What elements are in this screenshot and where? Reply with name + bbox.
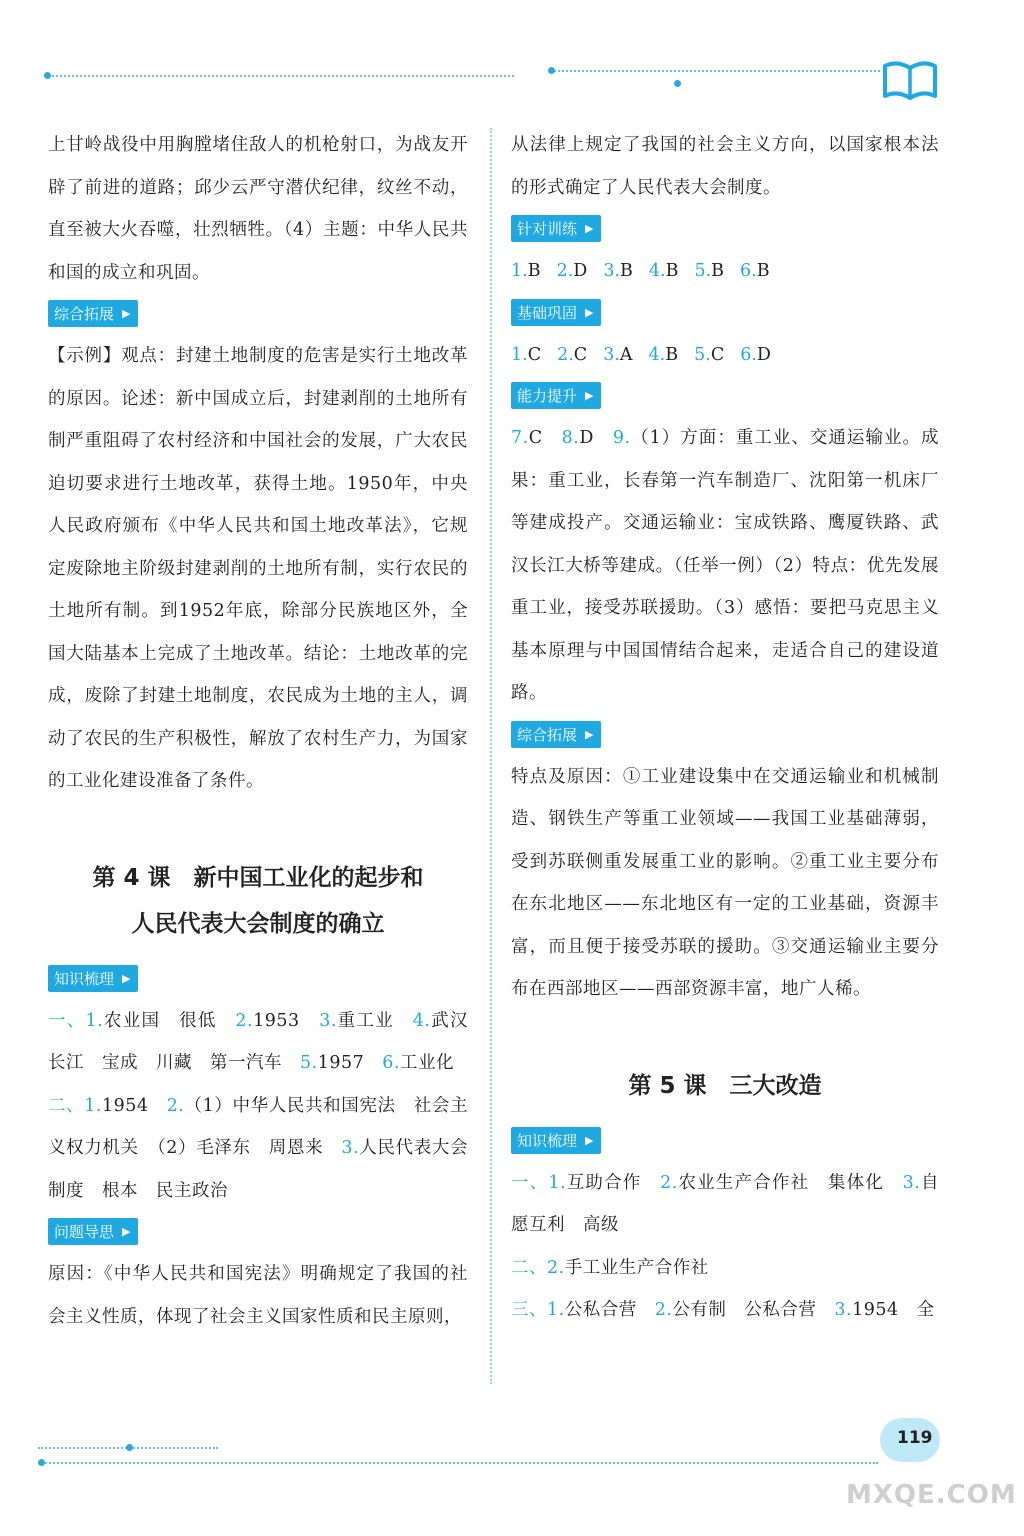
book-icon <box>881 58 939 102</box>
answer-item: 4.B <box>648 344 679 365</box>
knowledge-part-2: 二、1.1954 2.（1）中华人民共和国宪法 社会主义权力机关 （2）毛泽东 周恩来 3.人民代表大会制度 根本 民主政治 <box>48 1095 468 1201</box>
play-arrow-icon: ▶ <box>585 389 594 402</box>
badge-label: 能力提升 <box>517 387 578 405</box>
answer-item: 1.C <box>511 344 542 365</box>
section-badge-comprehensive <box>511 721 601 748</box>
badge-label: 问题导思 <box>54 1223 115 1241</box>
header-dot <box>44 72 51 79</box>
answer-item: 3.A <box>603 344 633 365</box>
play-arrow-icon: ▶ <box>585 222 594 235</box>
answer-item: 2.D <box>556 261 588 281</box>
footer-dot <box>38 1459 45 1466</box>
play-arrow-icon: ▶ <box>585 305 594 319</box>
badge-label: 综合拓展 <box>517 725 578 744</box>
knowledge-lesson5-part-2: 二、2.手工业生产合作社 <box>511 1257 709 1278</box>
section-badge-question <box>48 1218 138 1245</box>
play-arrow-icon: ▶ <box>585 1133 594 1147</box>
answers-training <box>511 250 939 293</box>
right-paragraph-1: 从法律上规定了我国的社会主义方向，以国家根本法的形式确定了人民代表大会制度。 <box>511 135 939 198</box>
answers-basics <box>511 334 939 377</box>
play-arrow-icon: ▶ <box>122 307 131 320</box>
answer-item: 1.B <box>511 261 541 281</box>
answer-item: 3.B <box>603 261 633 281</box>
right-paragraph-features: 特点及原因：①工业建设集中在交通运输业和机械制造、钢铁生产等重工业领域——我国工业基础薄弱，受到苏联侧重发展重工业的影响。②重工业主要分布在东北地区——东北地区有一定的工业基础，资源丰富，而且便于接受苏联的援助。③交通运输业主要分布在西部地区——西部资源丰富，地广人稀。 <box>511 766 939 999</box>
right-column <box>511 124 939 1332</box>
section-badge-comprehensive <box>48 300 138 327</box>
left-paragraph-1: 上甘岭战役中用胸膛堵住敌人的机枪射口，为战友开辟了前进的道路；邱少云严守潜伏纪律，纹丝不动，直至被大火吞噬，壮烈牺牲。（4）主题：中华人民共和国的成立和巩固。 <box>48 135 468 283</box>
header-dot <box>674 80 681 87</box>
lesson-5-title: 第 5 课 三大改造 <box>628 1072 822 1099</box>
column-divider <box>490 128 492 1384</box>
watermark: MXQE.COM <box>846 1480 1017 1510</box>
lesson-4-title-line-1: 第 4 课 新中国工业化的起步和 <box>92 864 424 891</box>
section-badge-knowledge <box>511 1127 601 1154</box>
answer-item: 4.B <box>648 261 679 281</box>
page-number: 119 <box>897 1428 933 1448</box>
header-dotted-line-right <box>550 70 880 72</box>
knowledge-lesson5-part-3: 三、1.公私合营 2.公有制 公私合营 3.1954 全 <box>511 1300 935 1320</box>
section-badge-basics <box>511 299 601 326</box>
footer-dot <box>126 1444 133 1451</box>
section-badge-knowledge <box>48 965 138 992</box>
lesson-4-title-line-2: 人民代表大会制度的确立 <box>131 910 385 937</box>
section-badge-training <box>511 215 601 242</box>
badge-label: 知识梳理 <box>54 969 115 988</box>
footer-dotted-line-bottom <box>38 1462 878 1464</box>
header-dotted-line-left <box>44 75 514 77</box>
play-arrow-icon: ▶ <box>122 1225 131 1238</box>
badge-label: 知识梳理 <box>517 1131 578 1150</box>
section-badge-ability <box>511 382 601 409</box>
left-column <box>48 124 468 1338</box>
answer-item: 6.D <box>740 344 771 365</box>
answer-item: 5.B <box>694 261 725 281</box>
left-paragraph-reason: 原因：《中华人民共和国宪法》明确规定了我国的社会主义性质，体现了社会主义国家性质和民主原则， <box>48 1264 468 1327</box>
answer-item: 5.C <box>694 344 725 365</box>
left-paragraph-example: 【示例】观点：封建土地制度的危害是实行土地改革的原因。论述：新中国成立后，封建剥削的土地所有制严重阻碍了农村经济和中国社会的发展，广大农民迫切要求进行土地改革，获得土地。1950年，中央人民政府颁布《中华人民共和国土地改革法》，它规定废除地主阶级封建剥削的土地所有制，实行农民的土地所有制。到1952年底，除部分民族地区外，全国大陆基本上完成了土地改革。结论：土地改革的完成，废除了封建土地制度，农民成为土地的主人，调动了农民的生产积极性，解放了农村生产力，为国家的工业化建设准备了条件。 <box>48 346 468 791</box>
answer-item: 6.B <box>740 261 770 281</box>
badge-label: 针对训练 <box>517 220 578 238</box>
knowledge-part-1: 一、1.农业国 很低 2.1953 3.重工业 4.武汉长江 宝成 川藏 第一汽车 5.1957 6.工业化 <box>48 1010 469 1073</box>
play-arrow-icon: ▶ <box>585 727 594 741</box>
lesson-4-title <box>48 855 468 947</box>
badge-label: 综合拓展 <box>54 305 115 323</box>
header-dot <box>548 67 555 74</box>
badge-label: 基础巩固 <box>517 303 578 322</box>
ability-answers: 7.C 8.D 9.（1）方面：重工业、交通运输业。成果：重工业，长春第一汽车制造厂、沈阳第一机床厂等建成投产。交通运输业：宝成铁路、鹰厦铁路、武汉长江大桥等建成。（任举一例）（2）特点：优先发展重工业，接受苏联援助。（3）感悟：要把马克思主义基本原理与中国国情结合起来，走适合自己的建设道路。 <box>511 428 939 703</box>
knowledge-lesson5-part-1: 一、1.互助合作 2.农业生产合作社 集体化 3.自愿互利 高级 <box>511 1172 940 1235</box>
play-arrow-icon: ▶ <box>122 971 131 985</box>
answer-item: 2.C <box>557 344 588 365</box>
